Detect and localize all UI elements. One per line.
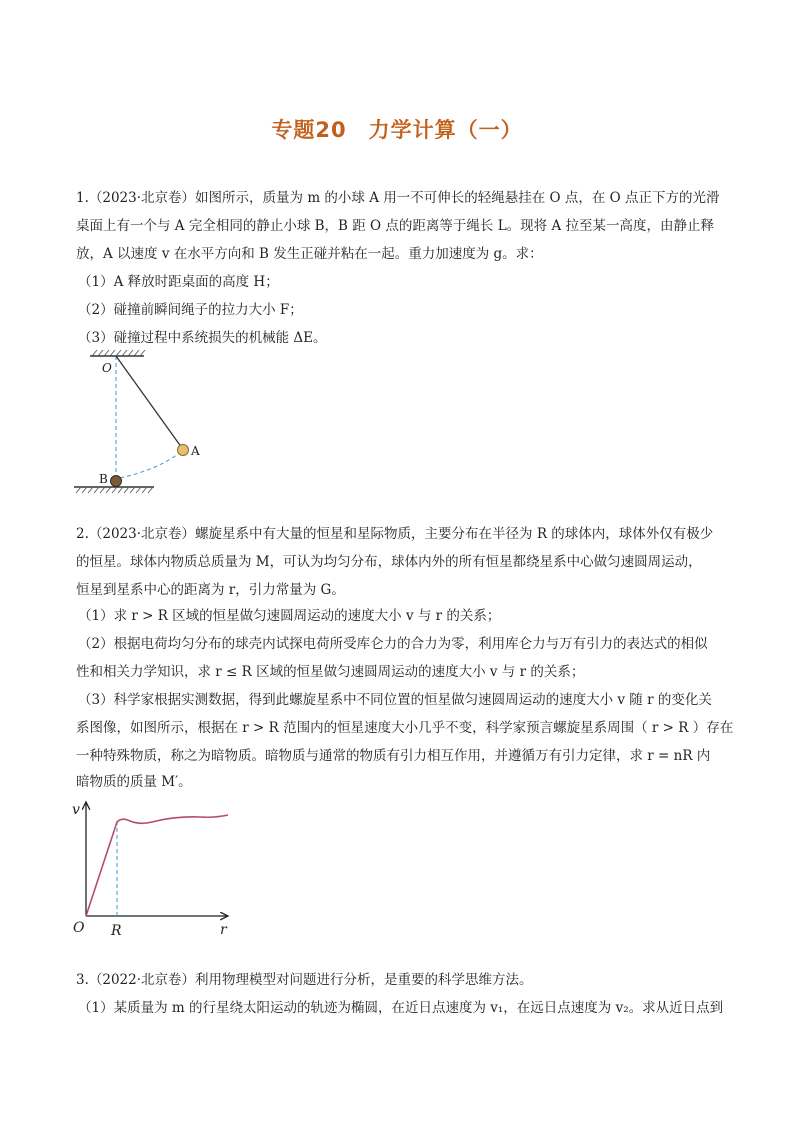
floor-hatch (76, 487, 153, 493)
q2-sub-2b: 性和相关力学知识，求 r ≤ R 区域的恒星做匀速圆周运动的速度大小 v 与 r 的关系； (76, 664, 585, 680)
q1-line-2: 桌面上有一个与 A 完全相同的静止小球 B，B 距 O 点的距离等于绳长 L。现将 A 拉至某一高度，由静止释 (76, 218, 714, 234)
tick-label-r-cap: R (111, 923, 122, 939)
q2-line-3: 恒星到星系中心的距离为 r，引力常量为 G。 (76, 582, 345, 598)
q1-line-1: 1.（2023·北京卷）如图所示，质量为 m 的小球 A 用一不可伸长的轻绳悬挂在 O 点，在 O 点正下方的光滑 (76, 190, 720, 206)
q2-sub-3d: 暗物质的质量 M′。 (76, 774, 192, 790)
arc-path (120, 454, 178, 478)
label-b: B (99, 472, 108, 486)
velocity-curve (86, 815, 228, 916)
q3-sub-1: （1）某质量为 m 的行星绕太阳运动的轨迹为椭圆，在近日点速度为 v₁，在远日点速度为 v₂。求从近日点到 (78, 1000, 724, 1016)
q1-sub-3: （3）碰撞过程中系统损失的机械能 ΔE。 (78, 330, 327, 346)
q2-sub-3a: （3）科学家根据实测数据，得到此螺旋星系中不同位置的恒星做匀速圆周运动的速度大小 v 随 r 的变化关 (78, 692, 712, 708)
q2-line-2: 的恒星。球体内物质总质量为 M，可认为均匀分布，球体内外的所有恒星都绕星系中心做匀速圆周运动， (76, 554, 702, 570)
q2-sub-3b: 系图像，如图所示，根据在 r > R 范围内的恒星速度大小几乎不变，科学家预言螺旋星系周围（ r > R ）存在 (76, 720, 734, 736)
label-o: O (102, 361, 112, 375)
string-line (116, 356, 182, 448)
ball-a (178, 445, 189, 456)
velocity-curve-figure (66, 794, 246, 940)
origin-label: O (73, 920, 85, 936)
q2-sub-3c: 一种特殊物质，称之为暗物质。暗物质与通常的物质有引力相互作用，并遵循万有引力定律，求 r = nR 内 (76, 748, 711, 764)
pendulum-figure (66, 348, 226, 498)
ball-b (111, 476, 122, 487)
x-label: r (220, 922, 227, 938)
q1-sub-2: （2）碰撞前瞬间绳子的拉力大小 F； (78, 302, 303, 318)
q2-line-1: 2.（2023·北京卷）螺旋星系中有大量的恒星和星际物质，主要分布在半径为 R 的球体内，球体外仅有极少 (76, 526, 714, 542)
q2-sub-2a: （2）根据电荷均匀分布的球壳内试探电荷所受库仑力的合力为零，利用库仑力与万有引力的表达式的相似 (78, 636, 708, 652)
q1-sub-1: （1）A 释放时距桌面的高度 H； (78, 274, 279, 290)
y-label: v (72, 802, 80, 818)
label-a: A (191, 444, 200, 458)
ceiling-hatch (92, 350, 145, 356)
q2-sub-1: （1）求 r > R 区域的恒星做匀速圆周运动的速度大小 v 与 r 的关系； (78, 608, 501, 624)
q3-line-1: 3.（2022·北京卷）利用物理模型对问题进行分析，是重要的科学思维方法。 (76, 972, 533, 988)
page-title: 专题20 力学计算（一） (271, 118, 523, 142)
q1-line-3: 放，A 以速度 v 在水平方向和 B 发生正碰并粘在一起。重力加速度为 g。求： (76, 246, 543, 262)
